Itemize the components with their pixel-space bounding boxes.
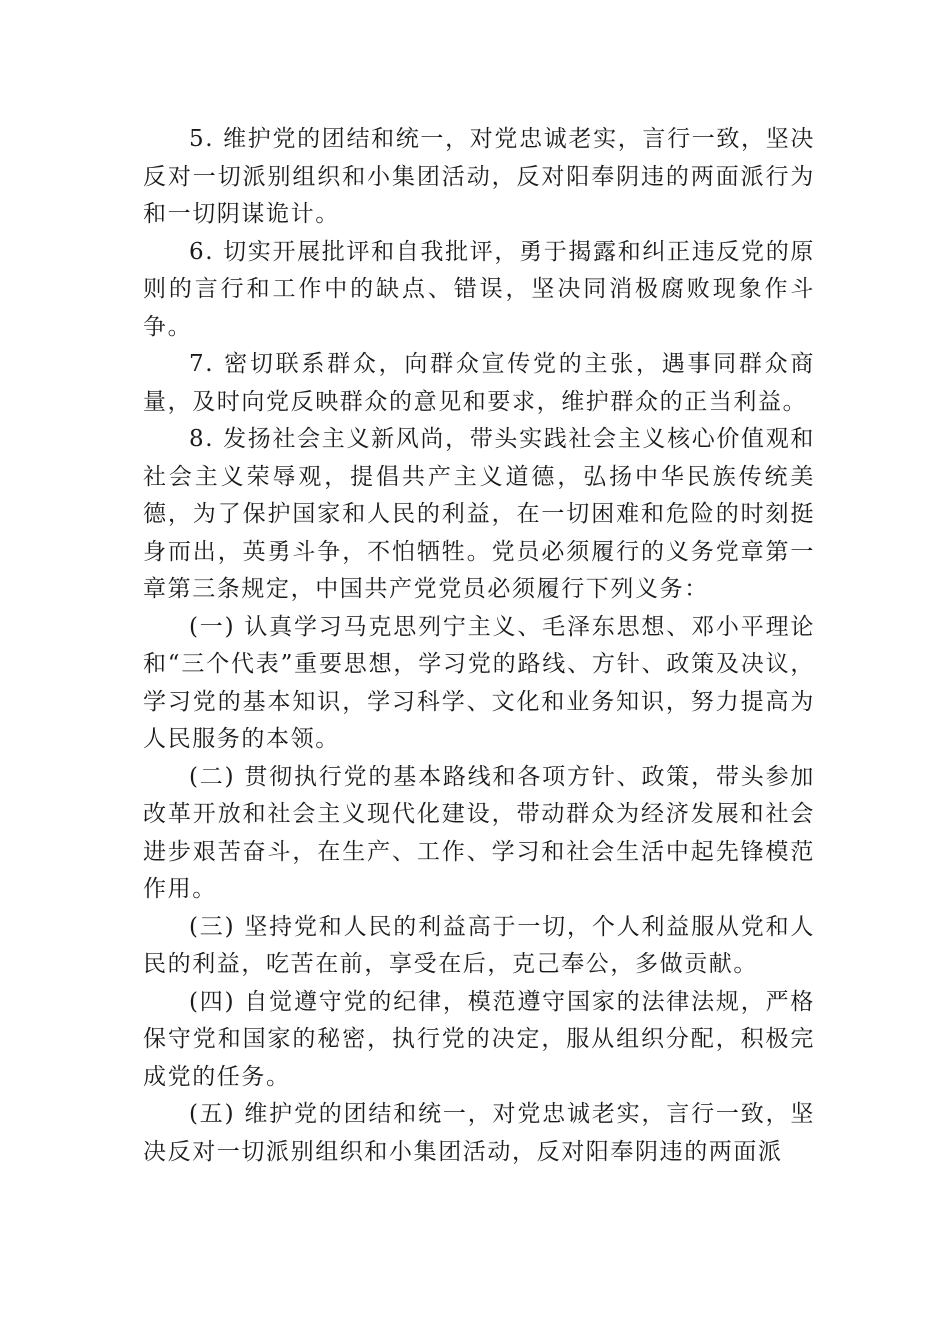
document-body <box>143 121 815 1171</box>
paragraph-duty-1: (一) 认真学习马克思列宁主义、毛泽东思想、邓小平理论和“三个代表”重要思想，学习党的路线、方针、政策及决议，学习党的基本知识，学习科学、文化和业务知识，努力提高为人民服务的本领。 <box>143 613 815 752</box>
paragraph-duty-4: (四) 自觉遵守党的纪律，模范遵守国家的法律法规，严格保守党和国家的秘密，执行党的决定，服从组织分配，积极完成党的任务。 <box>143 988 815 1090</box>
paragraph-item-5: 5. 维护党的团结和统一，对党忠诚老实，言行一致，坚决反对一切派别组织和小集团活动，反对阳奉阴违的两面派行为和一切阴谋诡计。 <box>143 126 815 227</box>
paragraph-duty-5: (五) 维护党的团结和统一，对党忠诚老实，言行一致，坚决反对一切派别组织和小集团活动，反对阳奉阴违的两面派 <box>143 1101 815 1165</box>
paragraph-duty-2: (二) 贯彻执行党的基本路线和各项方针、政策，带头参加改革开放和社会主义现代化建设，带动群众为经济发展和社会进步艰苦奋斗，在生产、工作、学习和社会生活中起先锋模范作用。 <box>143 763 815 902</box>
paragraph-item-6: 6. 切实开展批评和自我批评，勇于揭露和纠正违反党的原则的言行和工作中的缺点、错误，坚决同消极腐败现象作斗争。 <box>143 238 815 340</box>
paragraph-item-8: 8. 发扬社会主义新风尚，带头实践社会主义核心价值观和社会主义荣辱观，提倡共产主义道德，弘扬中华民族传统美德，为了保护国家和人民的利益，在一切困难和危险的时刻挺身而出，英勇斗争，不怕牺牲。党员必须履行的义务党章第一章第三条规定，中国共产党党员必须履行下列义务： <box>143 426 815 602</box>
paragraph-duty-3: (三) 坚持党和人民的利益高于一切，个人利益服从党和人民的利益，吃苦在前，享受在后，克己奉公，多做贡献。 <box>143 913 815 977</box>
paragraph-item-7: 7. 密切联系群众，向群众宣传党的主张，遇事同群众商量，及时向党反映群众的意见和要求，维护群众的正当利益。 <box>143 351 815 415</box>
